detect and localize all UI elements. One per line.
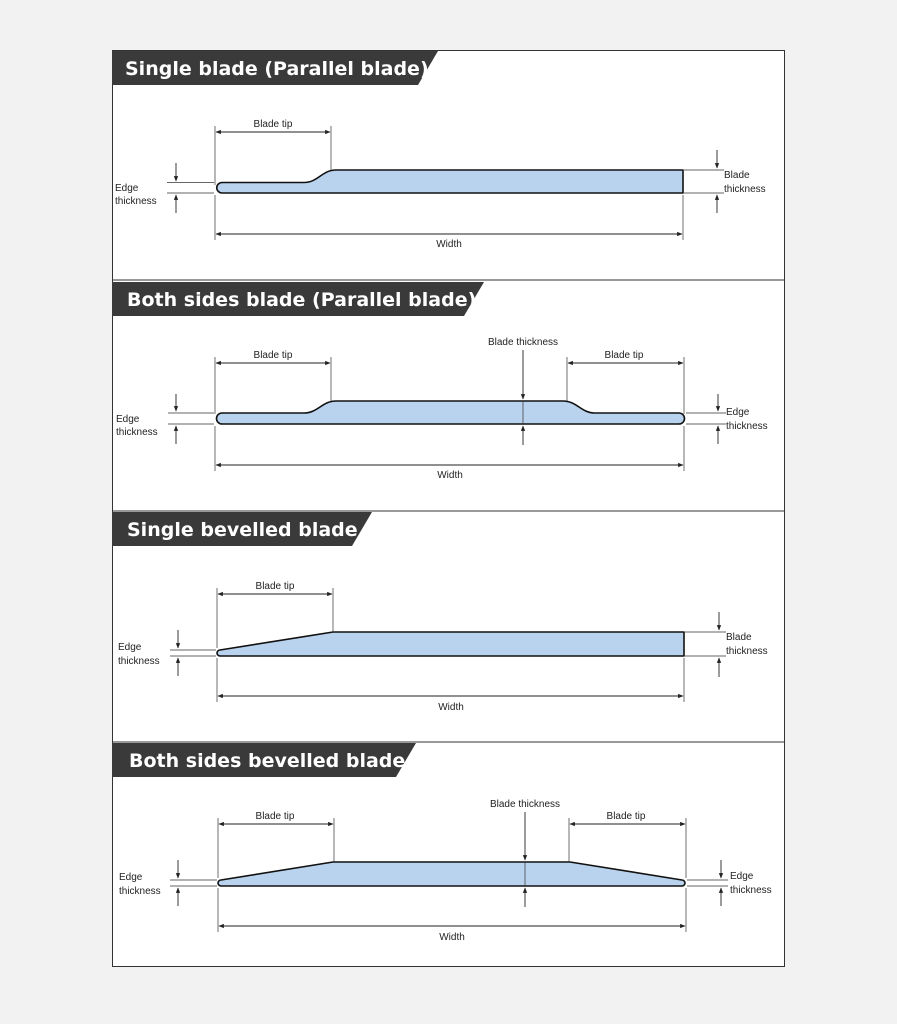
edge-thickness-label: Edge [116,414,140,425]
edge-thickness-label: thickness [119,886,161,897]
blade-thickness-label: Blade [724,170,750,181]
edge-thickness-label: thickness [726,421,768,432]
blade-thickness-label: Blade thickness [489,799,561,810]
edge-thickness-label: thickness [118,656,160,667]
blade-thickness-label: Blade thickness [487,337,559,348]
blade-tip-label: Blade tip [255,811,295,822]
blade-tip-label: Blade tip [253,119,293,130]
width-label: Width [439,932,465,943]
blade-thickness-label: Blade [726,632,752,643]
blade-thickness-label: thickness [726,646,768,657]
width-label: Width [436,239,462,250]
section-title: Both sides bevelled blade [129,750,406,772]
blade-tip-label: Blade tip [255,581,295,592]
edge-thickness-label: Edge [730,871,754,882]
blade-tip-label: Blade tip [604,350,644,361]
edge-thickness-label: Edge [119,872,143,883]
section-title: Both sides blade (Parallel blade) [127,289,477,311]
blade-tip-label: Blade tip [253,350,293,361]
edge-thickness-label: Edge [115,183,139,194]
blade-tip-label: Blade tip [606,811,646,822]
edge-thickness-label: Edge [118,642,142,653]
edge-thickness-label: thickness [115,196,157,207]
width-label: Width [438,702,464,713]
width-label: Width [437,470,463,481]
edge-thickness-label: Edge [726,407,750,418]
edge-thickness-label: thickness [116,427,158,438]
edge-thickness-label: thickness [730,885,772,896]
blade-thickness-label: thickness [724,184,766,195]
section-title: Single blade (Parallel blade) [125,58,429,80]
section-title: Single bevelled blade [127,519,358,541]
